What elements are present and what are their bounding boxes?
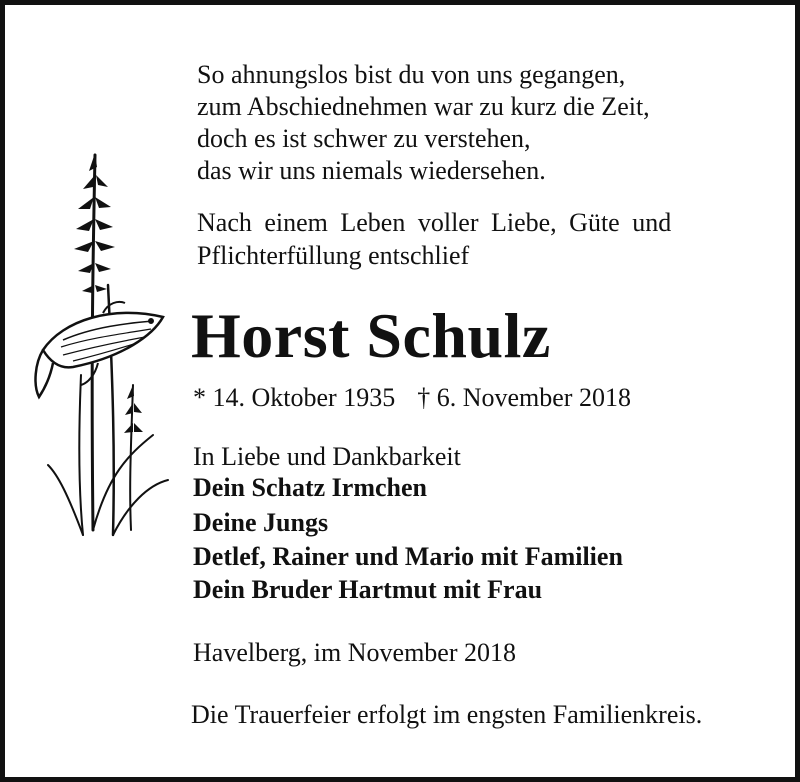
- poem-line-1: So ahnungslos bist du von uns gegangen,: [197, 60, 626, 89]
- funeral-note: Die Trauerfeier erfolgt im engsten Familienkreis.: [191, 700, 703, 729]
- deceased-name: Horst Schulz: [191, 300, 551, 371]
- place-date: Havelberg, im November 2018: [193, 638, 516, 667]
- mourner-line-3: Detlef, Rainer und Mario mit Familien: [193, 542, 623, 571]
- birth-date: * 14. Oktober 1935: [193, 383, 396, 412]
- mourner-line-1: Dein Schatz Irmchen: [193, 473, 427, 502]
- intro-line-1: Nach einem Leben voller Liebe, Güte und: [197, 208, 672, 237]
- death-date: † 6. November 2018: [417, 383, 631, 412]
- fish-and-reeds-icon: [33, 135, 183, 545]
- poem-line-3: doch es ist schwer zu verstehen,: [197, 124, 531, 153]
- mourner-line-2: Deine Jungs: [193, 508, 329, 537]
- mourner-line-4: Dein Bruder Hartmut mit Frau: [193, 575, 543, 604]
- mourners-heading: In Liebe und Dankbarkeit: [193, 442, 461, 471]
- intro-line-2: Pflichterfüllung entschlief: [197, 241, 470, 270]
- life-dates: [193, 383, 631, 413]
- poem-line-2: zum Abschiednehmen war zu kurz die Zeit,: [197, 92, 650, 121]
- poem-line-4: das wir uns niemals wiedersehen.: [197, 156, 546, 185]
